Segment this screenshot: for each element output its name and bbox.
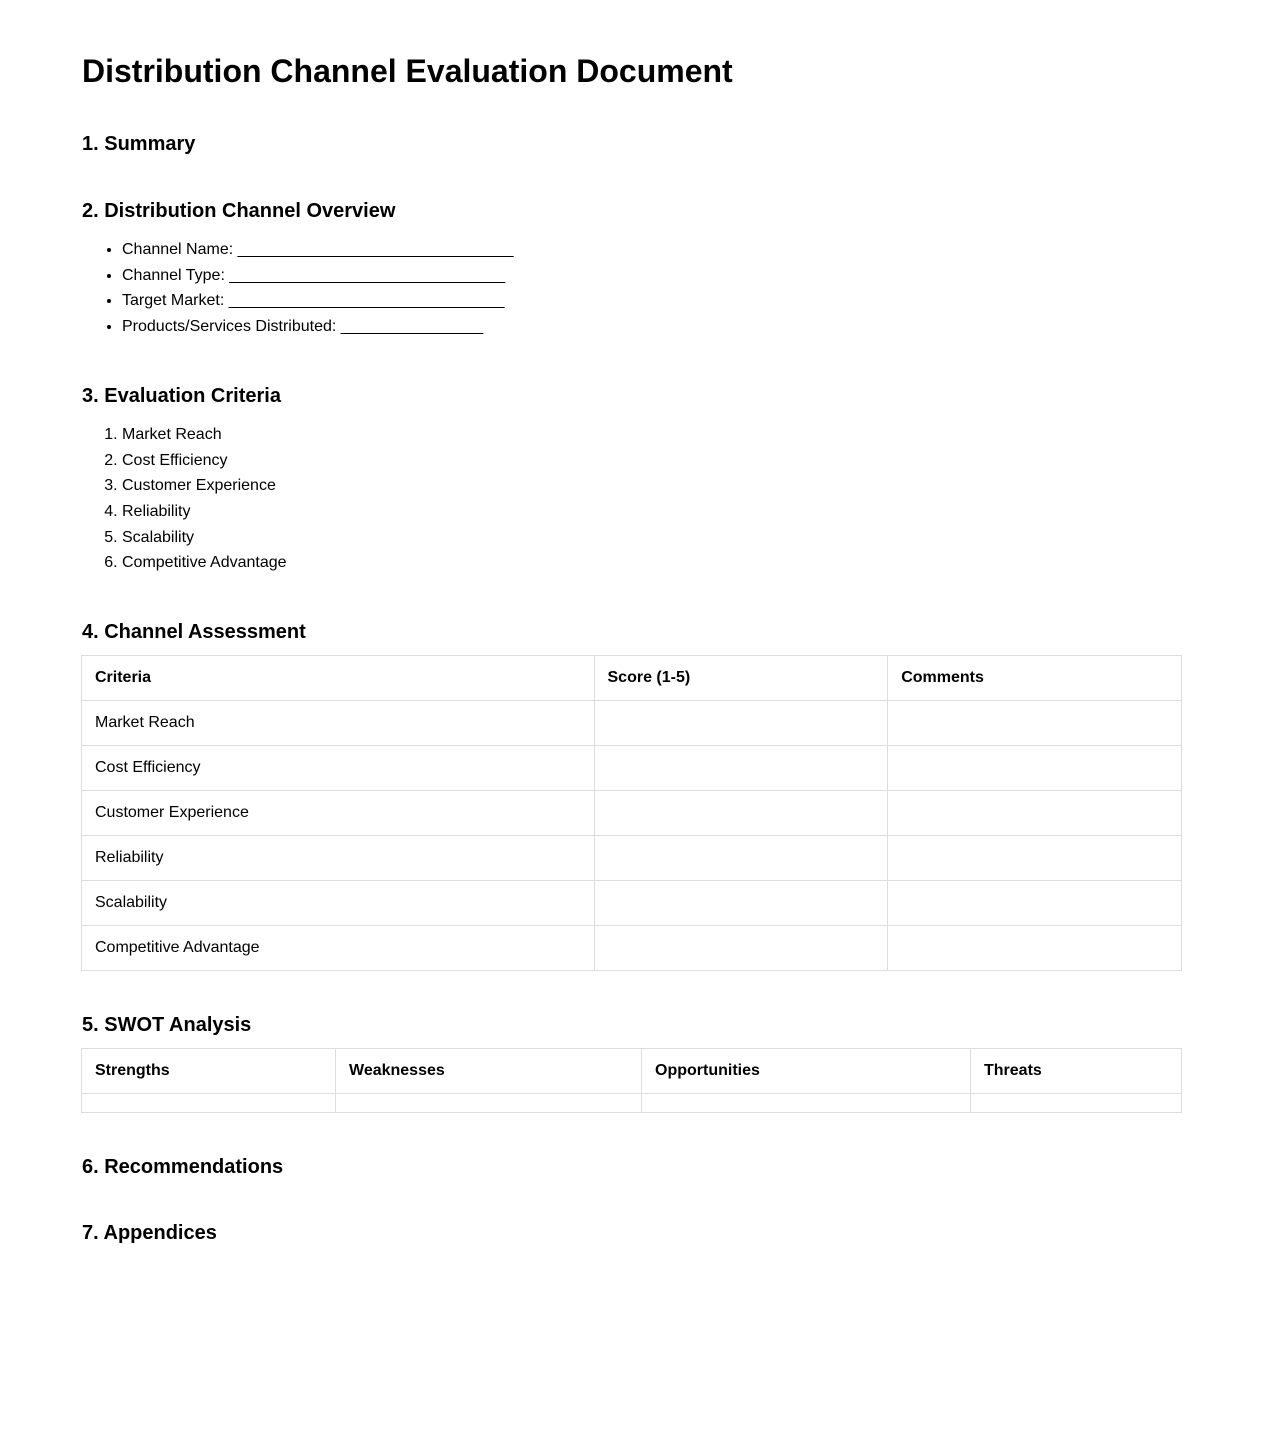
field-label: Channel Type: bbox=[122, 266, 225, 284]
comments-cell[interactable] bbox=[888, 791, 1182, 836]
blank-line: _______________________________ bbox=[237, 241, 514, 258]
table-row bbox=[82, 926, 1182, 971]
comments-cell[interactable] bbox=[888, 926, 1182, 971]
section-heading-criteria: 3. Evaluation Criteria bbox=[82, 384, 281, 407]
overview-list bbox=[82, 237, 1182, 340]
criteria-list bbox=[82, 422, 1182, 576]
blank-line: ________________ bbox=[340, 318, 484, 336]
list-item: 5. Scalability bbox=[122, 525, 1182, 551]
column-header-criteria: Criteria bbox=[82, 656, 595, 701]
overview-item-target-market bbox=[122, 288, 1182, 314]
criteria-cell: Market Reach bbox=[82, 701, 595, 746]
score-cell[interactable] bbox=[594, 836, 888, 881]
table-header-row bbox=[82, 1049, 1182, 1094]
section-heading-appendices: 7. Appendices bbox=[82, 1222, 217, 1245]
threats-cell[interactable] bbox=[971, 1094, 1182, 1113]
criteria-cell: Cost Efficiency bbox=[82, 746, 595, 791]
overview-item-channel-name bbox=[122, 237, 1182, 263]
column-header-score: Score (1-5) bbox=[594, 656, 888, 701]
table-row bbox=[82, 1094, 1182, 1113]
comments-cell[interactable] bbox=[888, 836, 1182, 881]
section-heading-overview: 2. Distribution Channel Overview bbox=[82, 200, 396, 222]
column-header-opportunities: Opportunities bbox=[642, 1049, 971, 1094]
column-header-comments: Comments bbox=[888, 656, 1182, 701]
document-title: Distribution Channel Evaluation Document bbox=[82, 53, 733, 89]
table-row bbox=[82, 746, 1182, 791]
score-cell[interactable] bbox=[594, 746, 888, 791]
score-cell[interactable] bbox=[594, 701, 888, 746]
list-item: 3. Customer Experience bbox=[122, 473, 1182, 499]
blank-line: _______________________________ bbox=[228, 292, 505, 310]
score-cell[interactable] bbox=[594, 881, 888, 926]
field-label: Products/Services Distributed: bbox=[122, 318, 337, 336]
comments-cell[interactable] bbox=[888, 881, 1182, 926]
overview-item-channel-type bbox=[122, 263, 1182, 289]
criteria-cell: Customer Experience bbox=[82, 791, 595, 836]
section-heading-summary: 1. Summary bbox=[82, 133, 196, 155]
table-row bbox=[82, 836, 1182, 881]
field-label: Channel Name: bbox=[122, 241, 234, 258]
column-header-strengths: Strengths bbox=[82, 1049, 336, 1094]
list-item: 2. Cost Efficiency bbox=[122, 448, 1182, 474]
section-heading-assessment: 4. Channel Assessment bbox=[82, 621, 306, 644]
column-header-weaknesses: Weaknesses bbox=[336, 1049, 642, 1094]
table-header-row bbox=[82, 656, 1182, 701]
comments-cell[interactable] bbox=[888, 701, 1182, 746]
blank-line: _______________________________ bbox=[229, 266, 506, 284]
criteria-cell: Reliability bbox=[82, 836, 595, 881]
list-item: 4. Reliability bbox=[122, 499, 1182, 525]
swot-table bbox=[81, 1048, 1182, 1113]
weaknesses-cell[interactable] bbox=[336, 1094, 642, 1113]
table-row bbox=[82, 881, 1182, 926]
score-cell[interactable] bbox=[594, 791, 888, 836]
criteria-cell: Scalability bbox=[82, 881, 595, 926]
list-item: 1. Market Reach bbox=[122, 422, 1182, 448]
list-item: 6. Competitive Advantage bbox=[122, 550, 1182, 576]
strengths-cell[interactable] bbox=[82, 1094, 336, 1113]
field-label: Target Market: bbox=[122, 292, 225, 310]
assessment-table bbox=[81, 655, 1182, 971]
comments-cell[interactable] bbox=[888, 746, 1182, 791]
section-heading-swot: 5. SWOT Analysis bbox=[82, 1014, 252, 1037]
overview-item-products bbox=[122, 314, 1182, 340]
criteria-cell: Competitive Advantage bbox=[82, 926, 595, 971]
column-header-threats: Threats bbox=[971, 1049, 1182, 1094]
section-heading-recommendations: 6. Recommendations bbox=[82, 1156, 284, 1179]
table-row bbox=[82, 791, 1182, 836]
opportunities-cell[interactable] bbox=[642, 1094, 971, 1113]
score-cell[interactable] bbox=[594, 926, 888, 971]
table-row bbox=[82, 701, 1182, 746]
